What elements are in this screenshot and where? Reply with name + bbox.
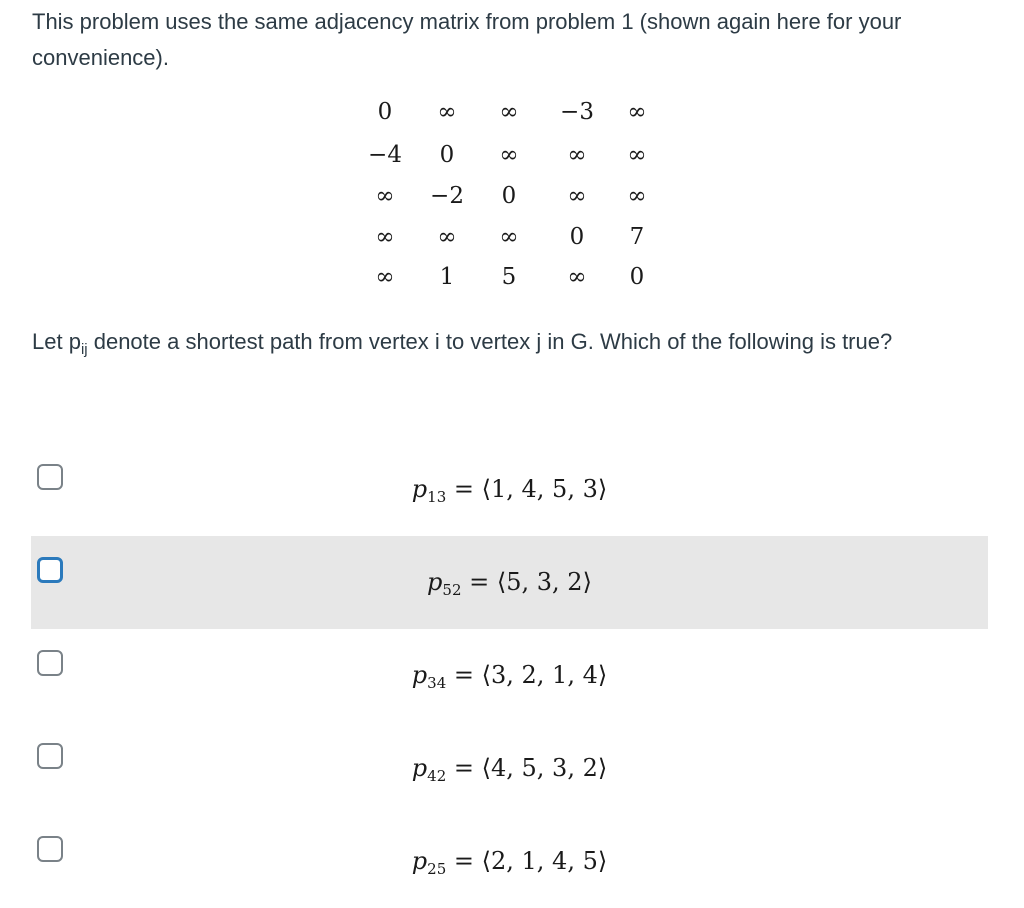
path-variable: p — [427, 568, 443, 596]
matrix-cell: ∞ — [375, 183, 395, 209]
matrix-cell: −4 — [368, 142, 402, 168]
path-variable: p — [411, 847, 428, 875]
path-subscript: 42 — [427, 767, 447, 785]
question-prompt-start: Let p — [32, 329, 81, 354]
path-sequence: ⟨3, 2, 1, 4⟩ — [481, 661, 608, 689]
answer-option-5[interactable] — [31, 815, 988, 908]
answer-label-4 — [31, 752, 988, 792]
question-prompt-end: denote a shortest path from vertex i to vertex j in G. Which of the following is true? — [87, 329, 893, 354]
matrix-cell: ∞ — [627, 183, 647, 209]
equals-sign: = — [461, 568, 497, 596]
question-prompt-subscript: ij — [80, 341, 88, 358]
matrix-cell: ∞ — [437, 224, 457, 250]
path-subscript: 13 — [427, 488, 447, 506]
answer-label-5 — [31, 845, 988, 885]
matrix-cell: ∞ — [375, 264, 395, 290]
equals-sign: = — [446, 754, 482, 782]
path-variable: p — [411, 754, 428, 782]
answer-label-1 — [31, 473, 988, 513]
path-sequence: ⟨1, 4, 5, 3⟩ — [481, 475, 608, 503]
path-subscript: 25 — [427, 860, 447, 878]
matrix-cell: 7 — [629, 224, 645, 250]
matrix-cell: ∞ — [499, 142, 519, 168]
path-sequence: ⟨4, 5, 3, 2⟩ — [481, 754, 608, 782]
answer-label-2 — [31, 566, 988, 606]
question-intro: This problem uses the same adjacency matrix from problem 1 (shown again here for your convenience). — [32, 9, 902, 70]
matrix-cell: 0 — [439, 142, 455, 168]
matrix-cell: ∞ — [437, 99, 457, 125]
path-sequence: ⟨2, 1, 4, 5⟩ — [481, 847, 608, 875]
equals-sign: = — [446, 475, 482, 503]
matrix-cell: ∞ — [567, 142, 587, 168]
matrix-cell: −3 — [560, 99, 594, 125]
matrix-cell: −2 — [430, 183, 464, 209]
question-prompt — [32, 322, 992, 370]
answer-option-3[interactable] — [31, 629, 988, 722]
matrix-cell: 0 — [569, 224, 585, 250]
matrix-cell: ∞ — [567, 183, 587, 209]
matrix-cell: ∞ — [567, 264, 587, 290]
matrix-cell: ∞ — [375, 224, 395, 250]
path-variable: p — [411, 661, 428, 689]
answer-option-1[interactable] — [31, 443, 988, 536]
answer-option-4[interactable] — [31, 722, 988, 815]
path-subscript: 52 — [442, 581, 462, 599]
matrix-cell: 0 — [501, 183, 517, 209]
answer-label-3 — [31, 659, 988, 699]
matrix-cell: 5 — [501, 264, 517, 290]
matrix-cell: ∞ — [499, 224, 519, 250]
matrix-cell: 0 — [629, 264, 645, 290]
path-sequence: ⟨5, 3, 2⟩ — [496, 568, 592, 596]
equals-sign: = — [446, 847, 482, 875]
matrix-cell: ∞ — [627, 99, 647, 125]
answer-options — [31, 443, 988, 908]
matrix-cell: 1 — [439, 264, 455, 290]
path-variable: p — [411, 475, 428, 503]
matrix-cell: ∞ — [627, 142, 647, 168]
matrix-cell: 0 — [377, 99, 393, 125]
answer-option-2[interactable] — [31, 536, 988, 629]
equals-sign: = — [446, 661, 482, 689]
path-subscript: 34 — [427, 674, 447, 692]
matrix-cell: ∞ — [499, 99, 519, 125]
adjacency-matrix — [355, 96, 655, 301]
